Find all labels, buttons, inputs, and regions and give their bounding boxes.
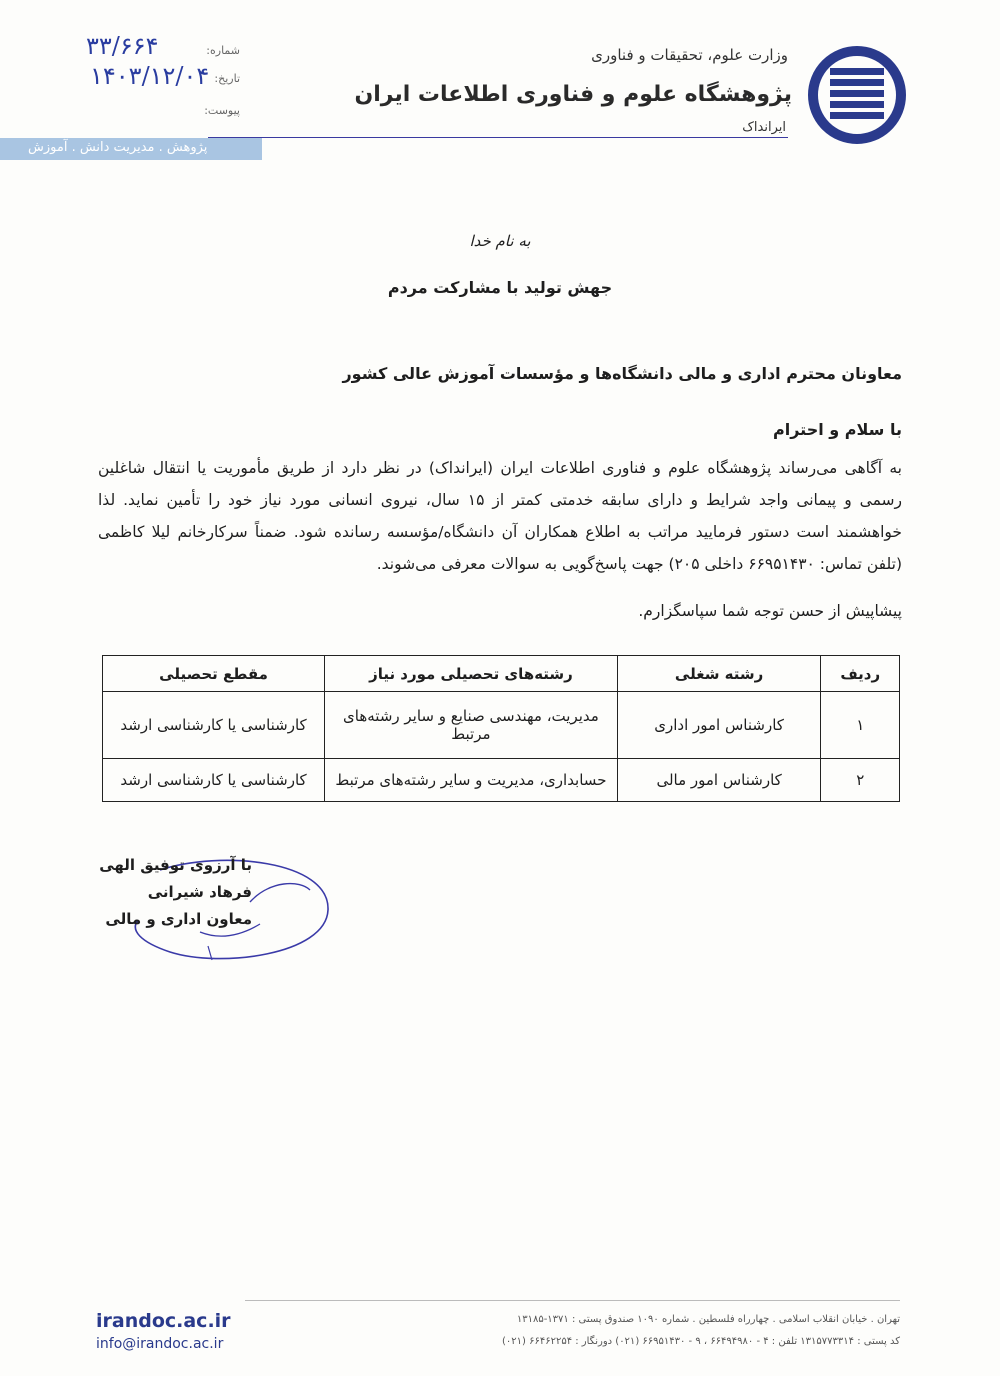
date-value: ۱۴۰۳/۱۲/۰۴: [90, 62, 210, 90]
table-header: مقطع تحصیلی: [103, 656, 325, 692]
signature-block: [99, 852, 252, 933]
table-cell: مدیریت، مهندسی صنایع و سایر رشته‌های مرتبط: [325, 692, 618, 759]
tagline-bar: [0, 138, 262, 160]
table-header: ردیف: [821, 656, 900, 692]
institute-short-name: ایرانداک: [742, 120, 786, 135]
signatory-title: معاون اداری و مالی: [105, 910, 252, 928]
header-divider: [208, 137, 788, 138]
date-label: تاریخ:: [214, 72, 240, 85]
table-header: رشته شغلی: [617, 656, 821, 692]
footer-phones: کد پستی : ۱۳۱۵۷۷۳۳۱۴ تلفن : ۴ - ۶۶۴۹۴۹۸۰ ، ۹ - ۶۶۹۵۱۴۳۰ (۰۲۱) دورنگار : ۶۶۴۶۲۲۵۴ (۰۲۱): [501, 1336, 900, 1347]
slogan: جهش تولید با مشارکت مردم: [387, 278, 613, 297]
email-link[interactable]: info@irandoc.ac.ir: [96, 1336, 224, 1352]
table-cell: حسابداری، مدیریت و سایر رشته‌های مرتبط: [325, 759, 618, 802]
recipient: معاونان محترم اداری و مالی دانشگاه‌ها و مؤسسات آموزش عالی کشور: [342, 364, 902, 383]
table-cell: ۱: [821, 692, 900, 759]
positions-table: [102, 655, 900, 802]
table-cell: کارشناسی یا کارشناسی ارشد: [103, 692, 325, 759]
table-header: رشته‌های تحصیلی مورد نیاز: [325, 656, 618, 692]
footer-divider: [245, 1300, 900, 1301]
website-link[interactable]: irandoc.ac.ir: [96, 1310, 231, 1332]
signature-wish: با آرزوی توفیق الهی: [99, 856, 252, 874]
closing-line: پیشاپیش از حسن توجه شما سپاسگزارم.: [638, 602, 902, 620]
institute-name: پژوهشگاه علوم و فناوری اطلاعات ایران: [354, 82, 792, 107]
number-value: ۳۳/۶۶۴: [86, 32, 159, 60]
letter-body: به آگاهی می‌رساند پژوهشگاه علوم و فناوری اطلاعات ایران (ایرانداک) در نظر دارد از طریق مأموریت یا انتقال شاغلین رسمی و پیمانی واجد شرایط و دارای سابقه خدمتی کمتر از ۱۵ سال، نیروی انسانی مورد نیاز خود را تأمین نماید. لذا خواهشمند است دستور فرمایید مراتب به اطلاع همکاران آن دانشگاه/مؤسسه رسانده شود. ضمناً سرکارخانم لیلا کاظمی (تلفن تماس: ۶۶۹۵۱۴۳۰ داخلی ۲۰۵) جهت پاسخ‌گویی به سوالات معرفی می‌شوند.: [98, 459, 902, 573]
table-row: [103, 759, 900, 802]
irandoc-logo: [806, 44, 908, 146]
table-cell: کارشناس امور مالی: [617, 759, 821, 802]
basmala: به نام خدا: [469, 232, 531, 250]
attachment-label: پیوست:: [204, 104, 240, 117]
table-cell: کارشناس امور اداری: [617, 692, 821, 759]
table-row: [103, 692, 900, 759]
tagline: پژوهش . مدیریت دانش . آموزش: [28, 140, 208, 155]
ministry-name: وزارت علوم، تحقیقات و فناوری: [591, 46, 788, 64]
footer-address: تهران . خیابان انقلاب اسلامی . چهارراه فلسطین . شماره ۱۰۹۰ صندوق پستی : ۱۳۷۱-۱۳۱۸۵: [516, 1314, 900, 1325]
greeting: با سلام و احترام: [773, 420, 902, 439]
table-cell: کارشناسی یا کارشناسی ارشد: [103, 759, 325, 802]
signatory-name: فرهاد شیرانی: [147, 883, 252, 901]
table-cell: ۲: [821, 759, 900, 802]
number-label: شماره:: [206, 44, 240, 57]
table-header-row: [103, 656, 900, 692]
